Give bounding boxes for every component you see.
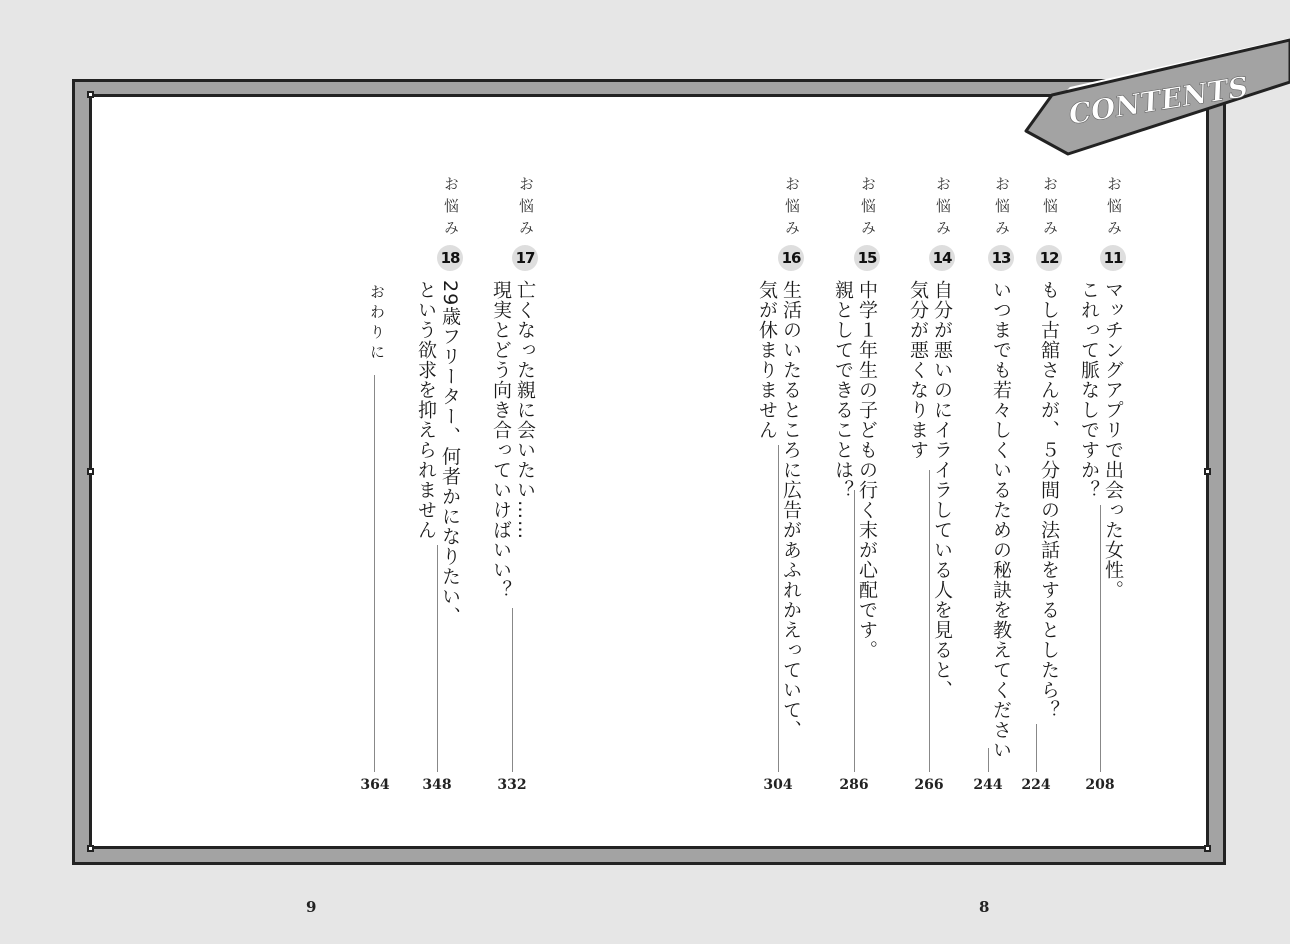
entry-page-number: 332 (497, 777, 527, 793)
frame-handle-bottom-right (1204, 845, 1211, 852)
contents-banner-text: CONTENTS (1066, 70, 1251, 132)
page-number-right: 8 (979, 898, 990, 916)
entry-title-link[interactable]: 亡くなった親に会いたい…… 現実とどう向き合っていけばいい？ (490, 280, 536, 600)
entry-title-link[interactable]: 自分が悪いのにイライラしている人を見ると、 気分が悪くなります (907, 280, 953, 700)
leader-line (778, 445, 779, 772)
leader-line (929, 470, 930, 772)
entry-page-number: 208 (1085, 777, 1115, 793)
closing-title-link[interactable]: おわりに (368, 284, 386, 364)
contents-banner (1020, 30, 1290, 160)
leader-line (854, 490, 855, 772)
leader-line (1100, 505, 1101, 772)
entry-label: お悩み (783, 176, 801, 242)
entry-label: お悩み (517, 176, 535, 242)
entry-number-badge: 18 (437, 245, 463, 271)
entry-page-number: 348 (422, 777, 452, 793)
page-number-left: 9 (306, 898, 317, 916)
entry-title-link[interactable]: 29歳フリーター、何者かになりたい、 という欲求を抑えられません (415, 280, 461, 627)
leader-line (437, 545, 438, 772)
entry-label: お悩み (1041, 176, 1059, 242)
entry-label: お悩み (859, 176, 877, 242)
entry-number-badge: 11 (1100, 245, 1126, 271)
entry-number-badge: 12 (1036, 245, 1062, 271)
entry-page-number: 266 (914, 777, 944, 793)
entry-label: お悩み (1105, 176, 1123, 242)
entry-title-link[interactable]: 生活のいたるところに広告があふれかえっていて、 気が休まりません (756, 280, 802, 740)
entry-number-badge: 14 (929, 245, 955, 271)
entry-title-link[interactable]: いつまでも若々しくいるための秘訣を教えてください (990, 280, 1012, 760)
entry-label: お悩み (934, 176, 952, 242)
entry-label: お悩み (993, 176, 1011, 242)
entry-title-link[interactable]: マッチングアプリで出会った女性。 これって脈なしですか？ (1078, 280, 1124, 600)
leader-line (1036, 724, 1037, 772)
entry-number-badge: 17 (512, 245, 538, 271)
entry-page-number: 244 (973, 777, 1003, 793)
entry-page-number: 304 (763, 777, 793, 793)
entry-title-link[interactable]: 中学１年生の子どもの行く末が心配です。 親としてできることは？ (832, 280, 878, 660)
leader-line (374, 375, 375, 772)
entry-label: お悩み (442, 176, 460, 242)
entry-number-badge: 15 (854, 245, 880, 271)
frame-handle-bottom-left (87, 845, 94, 852)
closing-page-number: 364 (360, 777, 390, 793)
entry-title-link[interactable]: もし古舘さんが、５分間の法話をするとしたら？ (1038, 280, 1060, 720)
frame-handle-mid-right (1204, 468, 1211, 475)
frame-handle-top-left (87, 91, 94, 98)
entry-page-number: 286 (839, 777, 869, 793)
entry-number-badge: 13 (988, 245, 1014, 271)
entry-page-number: 224 (1021, 777, 1051, 793)
entry-number-badge: 16 (778, 245, 804, 271)
leader-line (988, 748, 989, 772)
leader-line (512, 608, 513, 772)
frame-handle-mid-left (87, 468, 94, 475)
